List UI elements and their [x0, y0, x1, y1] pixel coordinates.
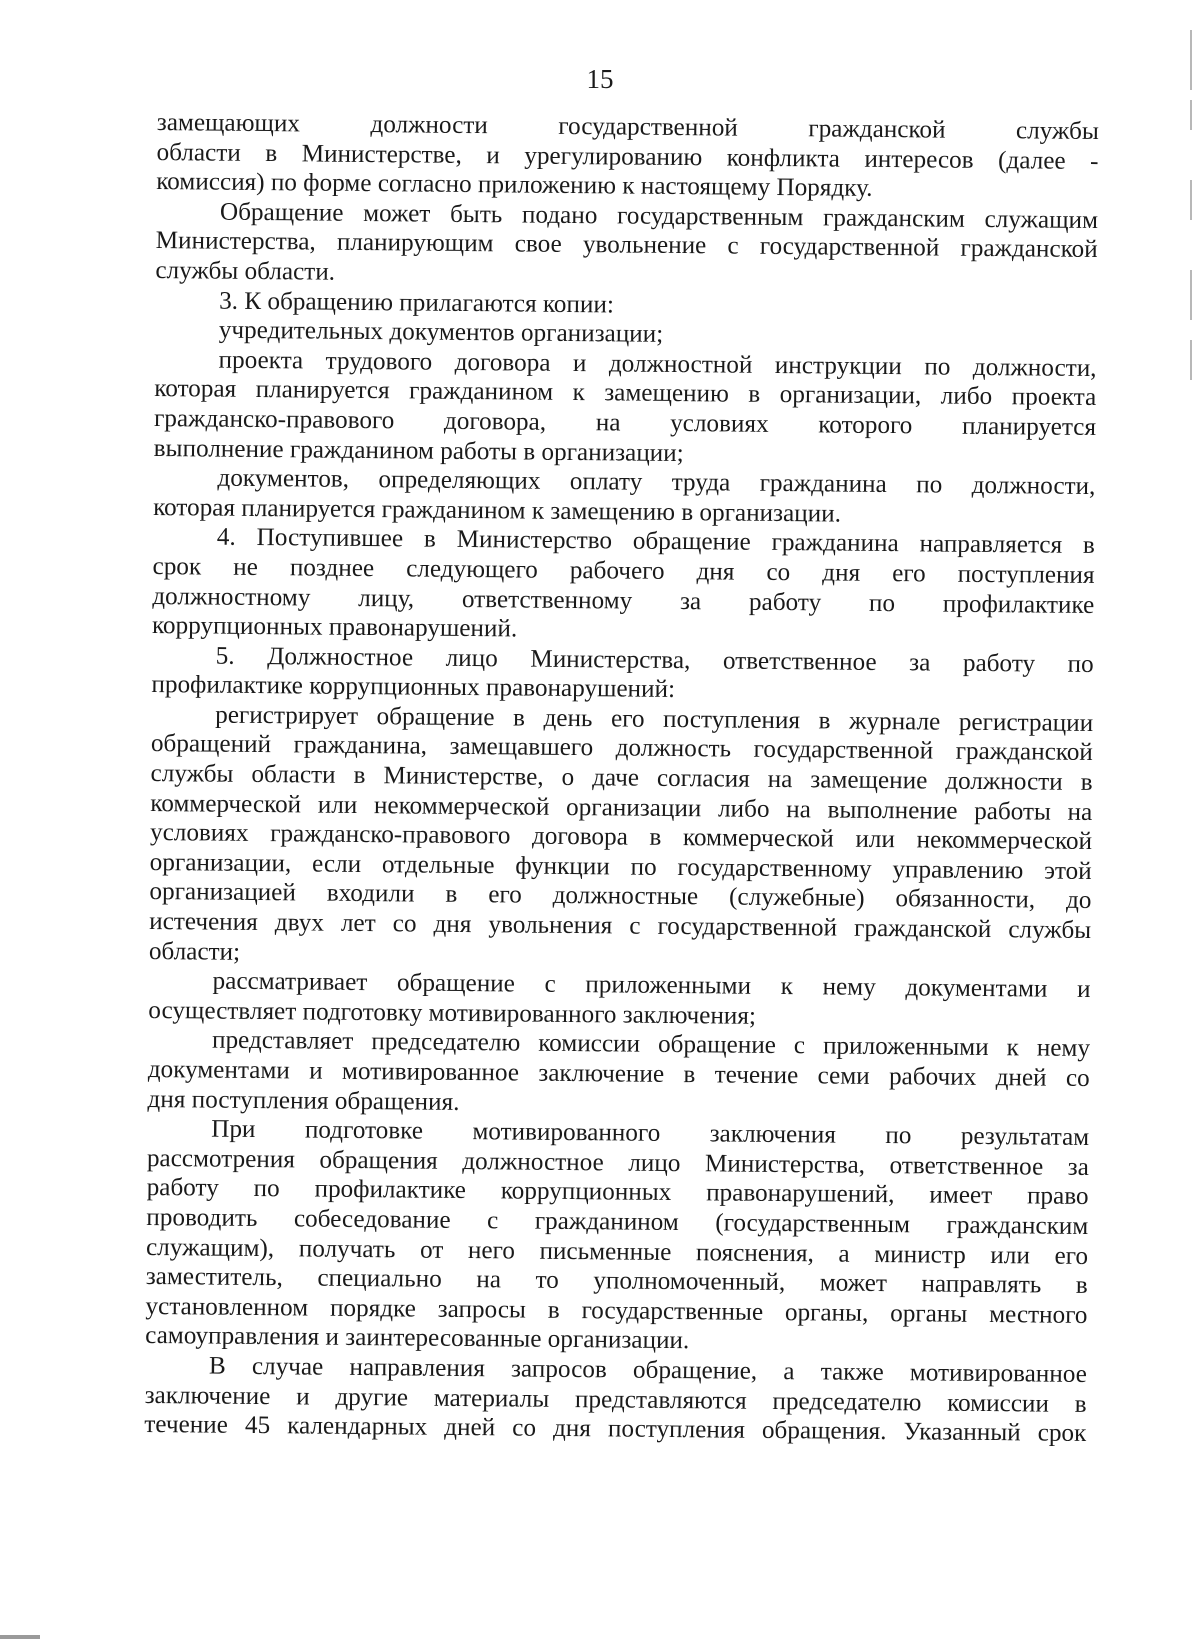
list-entry: [154, 345, 1097, 472]
text-line: области;: [148, 937, 241, 966]
text-line: самоуправления и заинтересованные организации.: [145, 1322, 690, 1355]
text-line: установленном порядке запросы в государственные органы, органы местного: [145, 1292, 1088, 1329]
text-line: работу по профилактике коррупционных правонарушений, имеет право: [146, 1174, 1089, 1211]
text-line: учредительных документов организации;: [218, 316, 664, 349]
text-line: В случае направления запросов обращение, а также мотивированное: [208, 1352, 1088, 1388]
text-line: которая планируется гражданином к замещению в организации.: [153, 493, 842, 528]
text-line: служащим), получать от него письменные пояснения, а министр или его: [145, 1233, 1089, 1270]
paragraph-item-5: [151, 641, 1094, 709]
text-line: службы области.: [155, 256, 336, 286]
text-line: 4. Поступившее в Министерство обращение гражданина направляется в: [216, 523, 1095, 560]
scan-edge-mark: [1190, 270, 1192, 320]
text-line: регистрирует обращение в день его поступления в журнале регистрации: [215, 701, 1094, 737]
text-line: заместитель, специально на то уполномоченный, может направлять в: [145, 1263, 1088, 1300]
page-number: 15: [586, 64, 614, 94]
text-line: комиссия) по форме согласно приложению к настоящему Порядку.: [156, 168, 873, 203]
text-line: обращений гражданина, замещавшего должность государственной гражданской: [150, 730, 1093, 767]
text-line: области в Министерстве, и урегулированию конфликта интересов (далее -: [156, 138, 1099, 175]
text-line: организации, если отдельные функции по государственному управлению этой: [149, 848, 1092, 885]
text-line: течение 45 календарных дней со дня поступления обращения. Указанный срок: [144, 1411, 1087, 1448]
text-line: документами и мотивированное заключение в течение семи рабочих дней со: [147, 1055, 1090, 1092]
text-line: условиях гражданско-правового договора в коммерческой или некоммерческой: [149, 819, 1093, 856]
text-line: осуществляет подготовку мотивированного заключения;: [148, 996, 757, 1030]
scan-edge-mark: [1190, 30, 1192, 90]
text-line: проекта трудового договора и должностной инструкции по должности,: [218, 346, 1097, 382]
text-line: которая планируется гражданином к замещению в организации, либо проекта: [154, 375, 1097, 412]
text-line: коррупционных правонарушений.: [151, 612, 518, 643]
text-line: 5. Должностное лицо Министерства, ответственное за работу по: [215, 642, 1094, 678]
text-line: рассмотрения обращения должностное лицо Министерства, ответственное за: [146, 1144, 1090, 1181]
text-line: При подготовке мотивированного заключения по результатам: [211, 1115, 1090, 1152]
text-line: проводить собеседование с гражданином (государственным гражданским: [146, 1203, 1089, 1240]
text-line: срок не позднее следующего рабочего дня со дня его поступления: [152, 552, 1095, 589]
list-entry: [149, 700, 1094, 975]
text-line: Министерства, планирующим свое увольнение с государственной гражданской: [155, 227, 1098, 264]
text-line: Обращение может быть подано государственным гражданским служащим: [219, 198, 1099, 234]
text-line: истечения двух лет со дня увольнения с государственной гражданской службы: [149, 907, 1092, 945]
paragraph: [155, 197, 1098, 295]
text-line: службы области в Министерстве, о даче согласия на замещение должности в: [150, 760, 1093, 797]
text-line: коммерческой или некоммерческой организации либо на выполнение работы на: [150, 789, 1093, 826]
scan-edge-mark: [0, 1635, 40, 1639]
scan-edge-mark: [1190, 100, 1192, 130]
paragraph-item-4: [152, 522, 1095, 649]
text-line: представляет председателю комиссии обращение с приложенными к нему: [211, 1026, 1091, 1063]
text-line: профилактике коррупционных правонарушений:: [151, 671, 676, 704]
document-body: [144, 108, 1099, 1449]
list-entry: [153, 463, 1096, 531]
text-line: дня поступления обращения.: [147, 1085, 460, 1116]
text-line: рассматривает обращение с приложенными к нему документами и: [212, 967, 1091, 1004]
paragraph: [145, 1114, 1089, 1360]
text-line: выполнение гражданином работы в организации;: [153, 434, 684, 467]
text-line: гражданско-правового договора, на условиях которого планируется: [153, 404, 1097, 441]
paragraph: [144, 1351, 1087, 1449]
list-entry: [148, 966, 1091, 1034]
text-line: 3. К обращению прилагаются копии:: [219, 287, 615, 318]
text-line: документов, определяющих оплату труда гражданина по должности,: [217, 464, 1096, 501]
text-line: должностному лицу, ответственному за работу по профилактике: [152, 582, 1095, 619]
text-line: заключение и другие материалы представляются председателю комиссии в: [144, 1381, 1087, 1418]
text-line: замещающих должности государственной гражданской службы: [156, 108, 1099, 146]
text-line: организацией входили в его должностные (служебные) обязанности, до: [149, 878, 1092, 915]
scan-edge-mark: [1190, 180, 1192, 220]
paragraph-continuation: [156, 108, 1099, 206]
list-entry: [147, 1025, 1090, 1123]
scan-edge-mark: [1190, 340, 1192, 380]
